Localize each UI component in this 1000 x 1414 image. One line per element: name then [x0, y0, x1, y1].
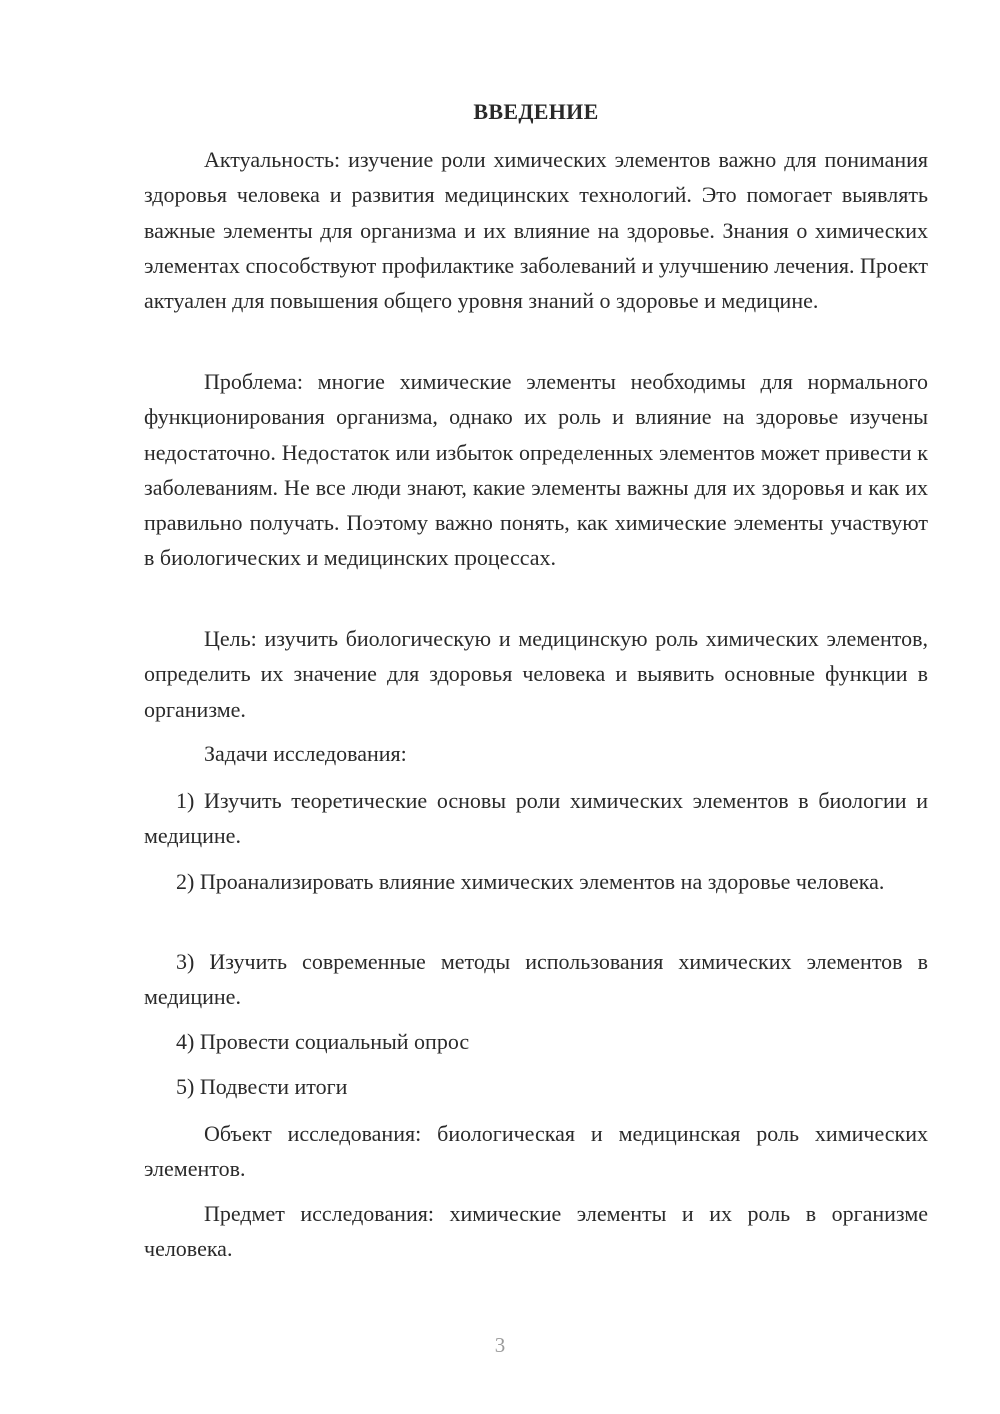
task-item-4: 4) Провести социальный опрос [176, 1029, 470, 1054]
task-item-2: 2) Проанализировать влияние химических элементов на здоровье человека. [176, 869, 885, 894]
task-item-3: 3) Изучить современные методы использования химических элементов в медицине. [144, 949, 928, 1010]
page-number: 3 [494, 1333, 506, 1357]
task-item-1: 1) Изучить теоретические основы роли химических элементов в биологии и медицине. [144, 788, 928, 849]
paragraph-subject: Предмет исследования: химические элементы и их роль в организме человека. [144, 1201, 928, 1262]
paragraph-relevance: Актуальность: изучение роли химических элементов важно для понимания здоровья человека и развития медицинских технологий. Это помогает выявлять важные элементы для организма и их влияние на здоровье. Знания о химических элементах способствуют профилактике заболеваний и улучшению лечения. Проект актуален для повышения общего уровня знаний о здоровье и медицине. [144, 147, 928, 314]
tasks-heading: Задачи исследования: [204, 741, 407, 766]
page-title: ВВЕДЕНИЕ [473, 99, 599, 124]
paragraph-goal: Цель: изучить биологическую и медицинскую роль химических элементов, определить их значение для здоровья человека и выявить основные функции в организме. [144, 626, 928, 722]
paragraph-object: Объект исследования: биологическая и медицинская роль химических элементов. [144, 1121, 928, 1182]
task-item-5: 5) Подвести итоги [176, 1074, 348, 1099]
paragraph-problem: Проблема: многие химические элементы необходимы для нормального функционирования организма, однако их роль и влияние на здоровье изучены недостаточно. Недостаток или избыток определенных элементов может привести к заболеваниям. Не все люди знают, какие элементы важны для их здоровья и как их правильно получать. Поэтому важно понять, как химические элементы участвуют в биологических и медицинских процессах. [144, 369, 928, 571]
